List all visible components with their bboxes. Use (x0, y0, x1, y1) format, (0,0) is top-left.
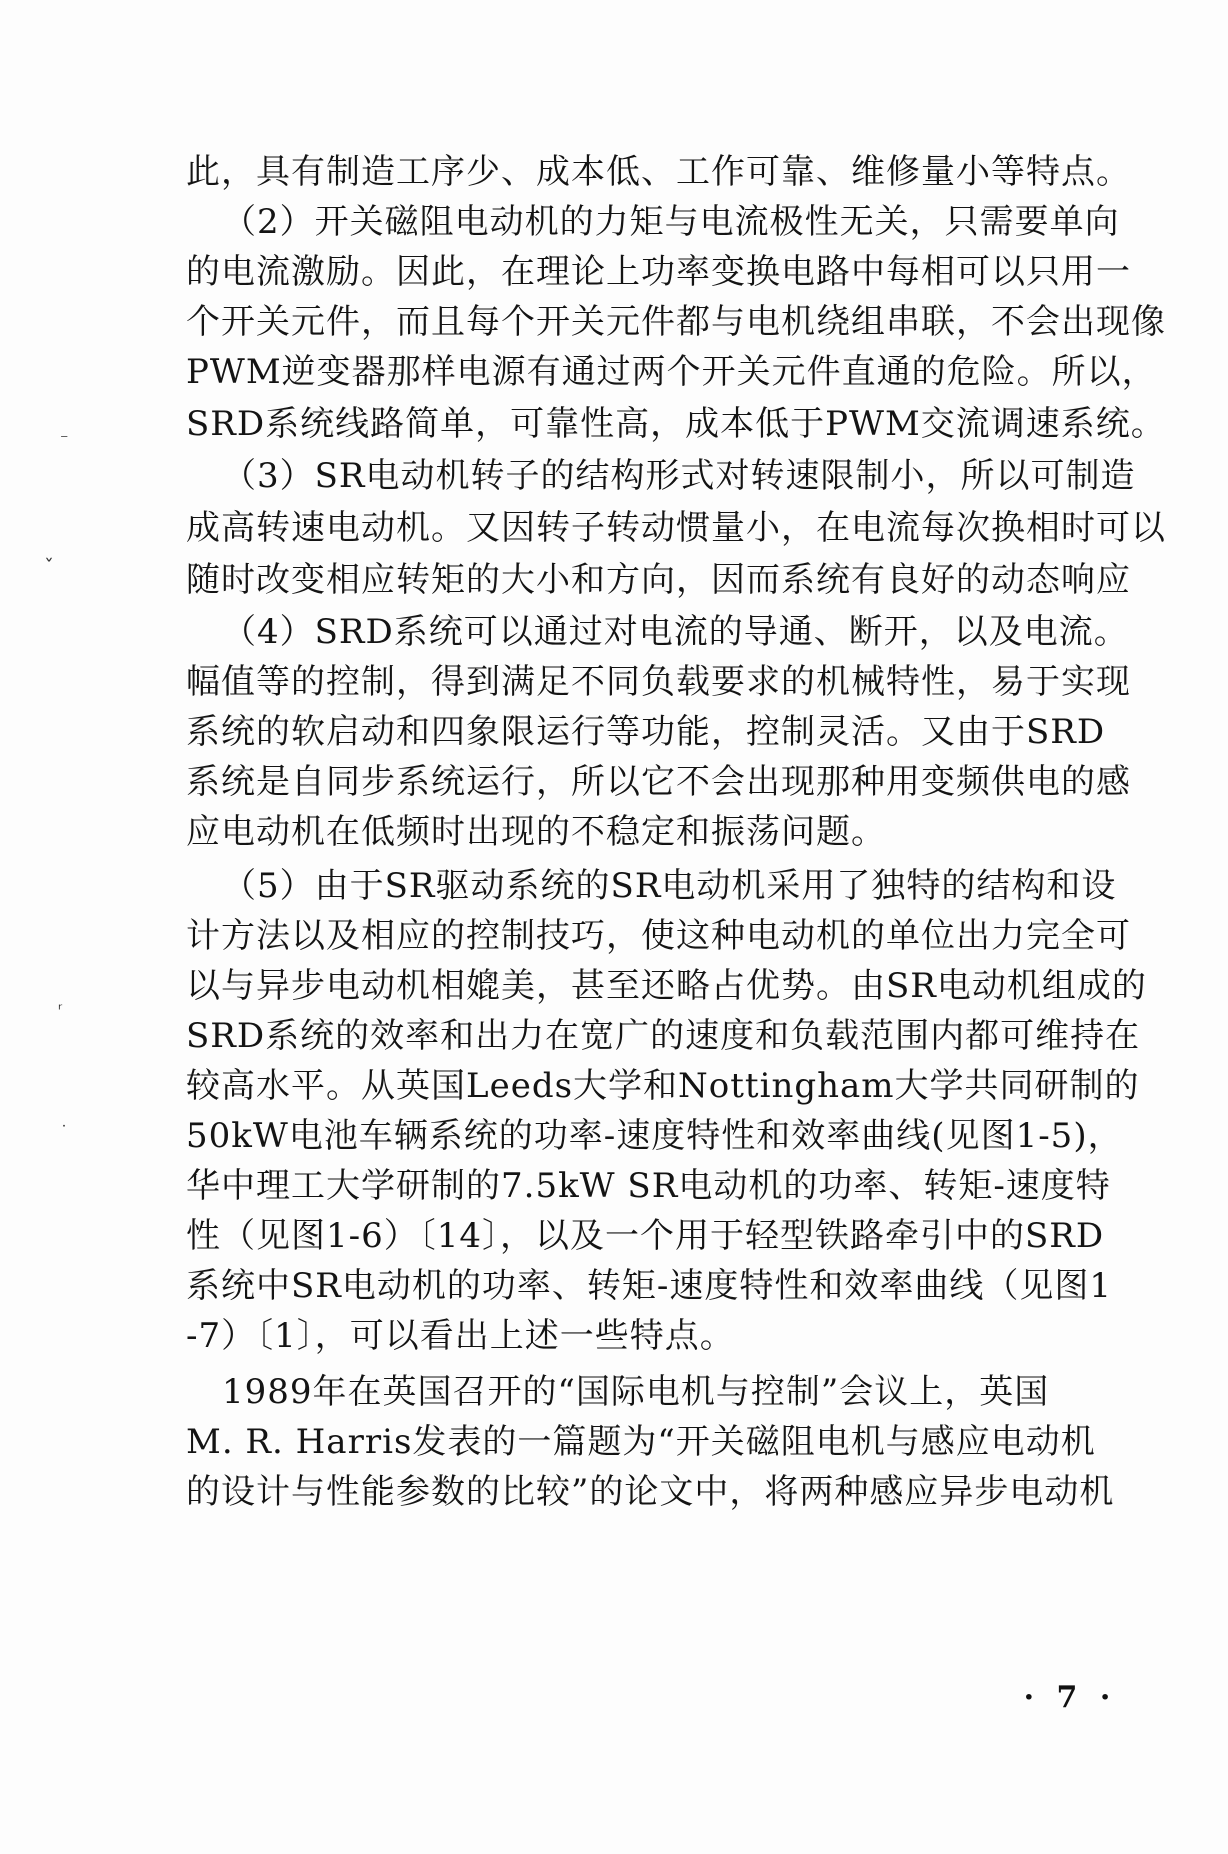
text-line: 幅值等的控制，得到满足不同负载要求的机械特性，易于实现 (186, 662, 1131, 702)
text-line: 系统是自同步系统运行，所以它不会出现那种用变频供电的感 (186, 762, 1131, 802)
text-line: 的设计与性能参数的比较”的论文中，将两种感应异步电动机 (186, 1472, 1115, 1512)
margin-speck: ⁻ (60, 430, 69, 449)
margin-speck: ˇ (44, 555, 54, 579)
text-line: 应电动机在低频时出现的不稳定和振荡问题。 (186, 812, 886, 852)
text-line: 华中理工大学研制的7.5kW SR电动机的功率、转矩-速度特 (186, 1166, 1111, 1206)
text-line: （5）由于SR驱动系统的SR电动机采用了独特的结构和设 (222, 866, 1117, 906)
text-line: 1989年在英国召开的“国际电机与控制”会议上，英国 (222, 1372, 1050, 1412)
text-line: SRD系统线路简单，可靠性高，成本低于PWM交流调速系统。 (186, 404, 1166, 444)
text-line: M. R. Harris发表的一篇题为“开关磁阻电机与感应电动机 (186, 1422, 1096, 1462)
text-line: 随时改变相应转矩的大小和方向，因而系统有良好的动态响应 (186, 560, 1131, 600)
text-line: （4）SRD系统可以通过对电流的导通、断开，以及电流。 (222, 612, 1129, 652)
margin-speck: ˙ (60, 1122, 68, 1141)
text-line: SRD系统的效率和出力在宽广的速度和负载范围内都可维持在 (186, 1016, 1141, 1056)
text-line: （2）开关磁阻电动机的力矩与电流极性无关，只需要单向 (222, 202, 1120, 242)
text-line: （3）SR电动机转子的结构形式对转速限制小，所以可制造 (222, 456, 1136, 496)
text-line: 的电流激励。因此，在理论上功率变换电路中每相可以只用一 (186, 252, 1131, 292)
text-line: -7）〔1〕，可以看出上述一些特点。 (186, 1316, 735, 1356)
text-line: 此，具有制造工序少、成本低、工作可靠、维修量小等特点。 (186, 152, 1131, 192)
text-line: 50kW电池车辆系统的功率-速度特性和效率曲线(见图1-5)， (186, 1116, 1123, 1156)
text-line: 较高水平。从英国Leeds大学和Nottingham大学共同研制的 (186, 1066, 1140, 1106)
page-number: · 7 · (1023, 1680, 1117, 1715)
text-line: 计方法以及相应的控制技巧，使这种电动机的单位出力完全可 (186, 916, 1131, 956)
text-line: 个开关元件，而且每个开关元件都与电机绕组串联，不会出现像 (186, 302, 1166, 342)
text-line: PWM逆变器那样电源有通过两个开关元件直通的危险。所以， (186, 352, 1157, 392)
text-line: 以与异步电动机相媲美，甚至还略占优势。由SR电动机组成的 (186, 966, 1147, 1006)
text-line: 系统中SR电动机的功率、转矩-速度特性和效率曲线（见图1 (186, 1266, 1113, 1306)
text-line: 系统的软启动和四象限运行等功能，控制灵活。又由于SRD (186, 712, 1106, 752)
margin-speck: ʳ (58, 1000, 63, 1019)
text-line: 性（见图1-6）〔14〕，以及一个用于轻型铁路牵引中的SRD (186, 1216, 1105, 1256)
text-line: 成高转速电动机。又因转子转动惯量小，在电流每次换相时可以 (186, 508, 1166, 548)
